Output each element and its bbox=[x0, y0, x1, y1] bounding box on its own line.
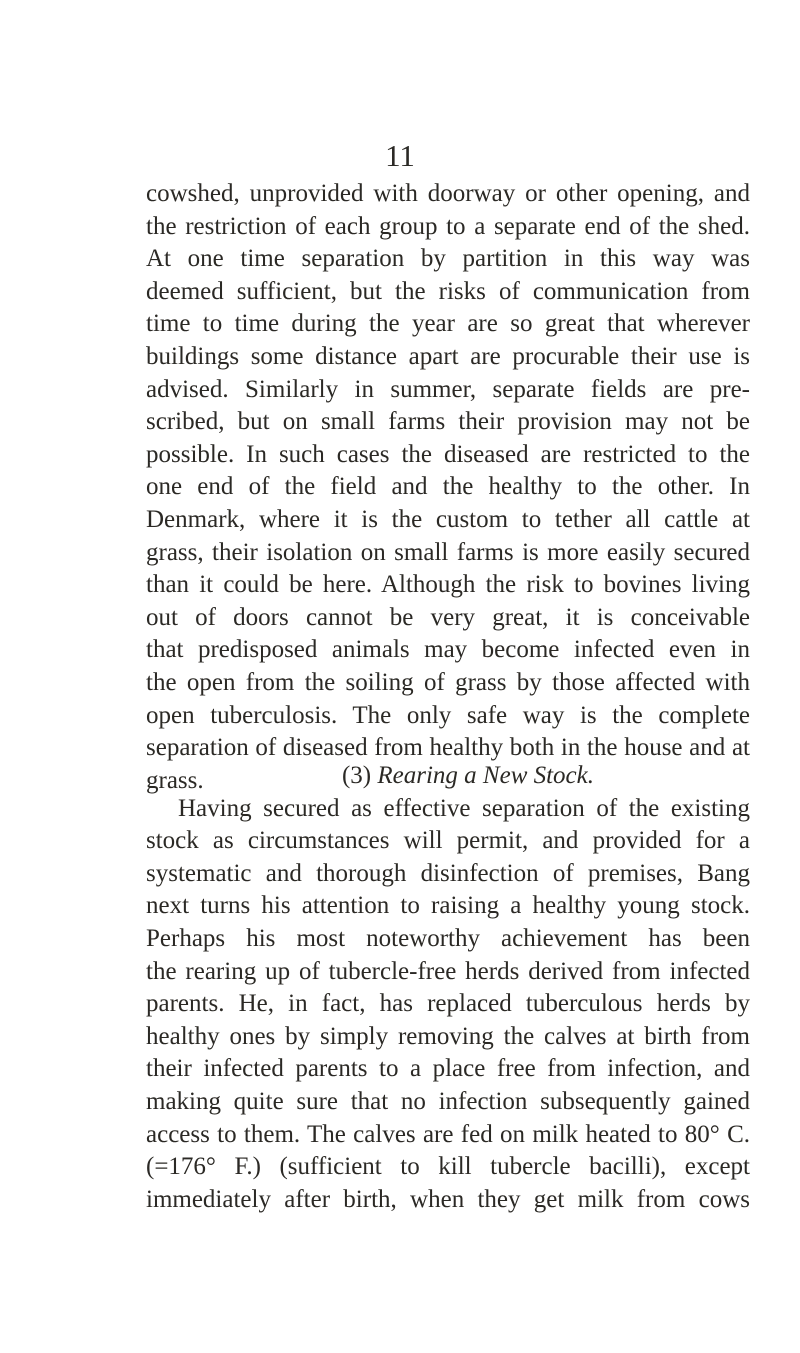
text-line: grass. bbox=[146, 766, 204, 794]
text-line: Perhaps his most noteworthy achievement has been bbox=[146, 924, 750, 952]
text-line: grass, their isolation on small farms is more easily secured bbox=[146, 538, 750, 566]
text-line: stock as circumstances will permit, and provided for a bbox=[146, 827, 750, 855]
text-line: the rearing up of tubercle-free herds derived from infected bbox=[146, 957, 750, 985]
text-line: Having secured as effective separation of the existing bbox=[178, 794, 750, 822]
text-line: (=176° F.) (sufficient to kill tubercle bacilli), except bbox=[146, 1153, 750, 1181]
text-line: time to time during the year are so great that wherever bbox=[146, 310, 750, 338]
paragraph-isolation bbox=[146, 178, 750, 797]
text-line: their infected parents to a place free from infection, and bbox=[146, 1055, 750, 1083]
text-line: scribed, but on small farms their provision may not be bbox=[146, 408, 750, 436]
text-line: immediately after birth, when they get milk from cows bbox=[146, 1185, 750, 1213]
text-line: making quite sure that no infection subsequently gained bbox=[146, 1087, 750, 1115]
text-line: access to them. The calves are fed on milk heated to 80° C. bbox=[146, 1120, 750, 1148]
text-line: healthy ones by simply removing the calves at birth from bbox=[146, 1022, 750, 1050]
text-line: buildings some distance apart are procurable their use is bbox=[146, 342, 750, 370]
text-line: parents. He, in fact, has replaced tuberculous herds by bbox=[146, 990, 750, 1018]
text-line: that predisposed animals may become infected even in bbox=[146, 636, 750, 664]
text-line: open tuberculosis. The only safe way is the complete bbox=[146, 701, 750, 729]
section-heading bbox=[146, 760, 750, 793]
text-line: out of doors cannot be very great, it is conceivable bbox=[146, 603, 750, 631]
text-line: than it could be here. Although the risk to bovines living bbox=[146, 571, 750, 599]
section-rearing-new-stock bbox=[146, 760, 750, 1216]
text-line: At one time separation by partition in this way was bbox=[146, 245, 750, 273]
text-line: the open from the soiling of grass by those affected with bbox=[146, 668, 750, 696]
page-number: 11 bbox=[385, 138, 415, 173]
section-title: Rearing a New Stock. bbox=[377, 762, 595, 789]
text-line: the restriction of each group to a separate end of the shed. bbox=[146, 212, 750, 240]
text-line: cowshed, unprovided with doorway or other opening, and bbox=[146, 180, 750, 207]
text-line: advised. Similarly in summer, separate fields are pre- bbox=[146, 375, 750, 403]
text-line: possible. In such cases the diseased are restricted to the bbox=[146, 440, 750, 468]
text-line: deemed sufficient, but the risks of communication from bbox=[146, 277, 750, 305]
text-line: systematic and thorough disinfection of premises, Bang bbox=[146, 859, 750, 887]
text-line: next turns his attention to raising a healthy young stock. bbox=[146, 892, 750, 920]
text-line: separation of diseased from healthy both in the house and at bbox=[146, 734, 750, 762]
text-line: Denmark, where it is the custom to tether all cattle at bbox=[146, 505, 750, 533]
text-line: one end of the field and the healthy to the other. In bbox=[146, 473, 750, 501]
section-number: (3) bbox=[341, 762, 372, 789]
